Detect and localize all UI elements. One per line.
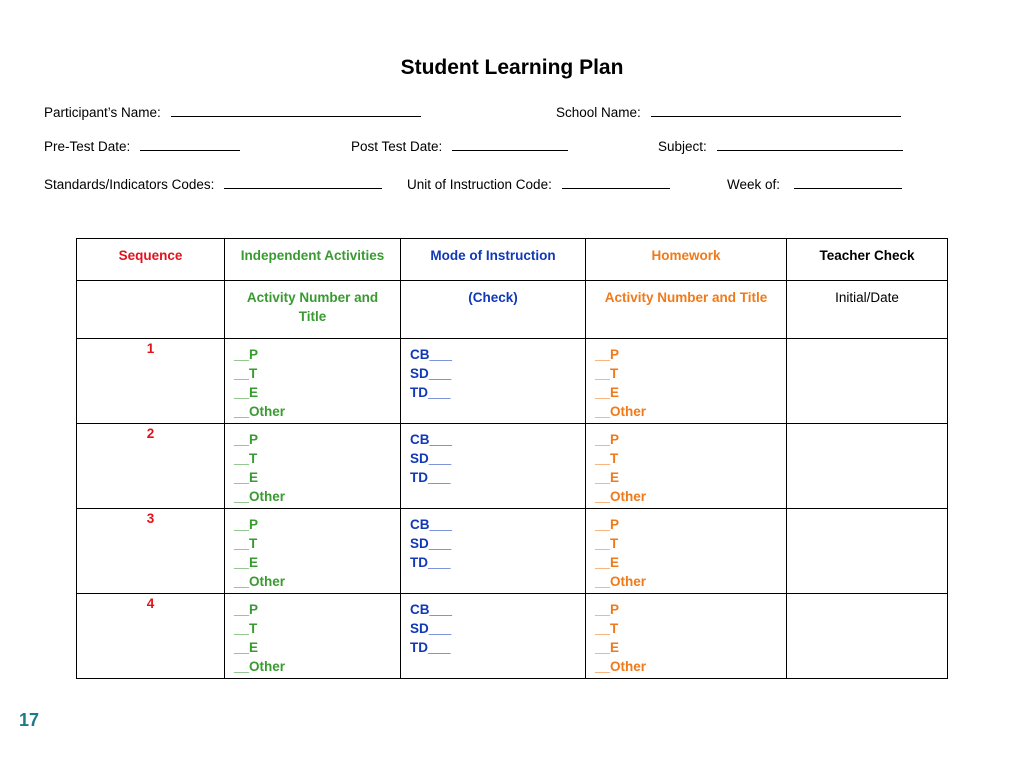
list-item[interactable]: __E: [595, 385, 620, 400]
subheader-independent-activities: Activity Number and Title: [225, 281, 401, 339]
post-test-date-label: Post Test Date:: [351, 139, 443, 154]
list-item[interactable]: __E: [234, 640, 259, 655]
list-item[interactable]: __E: [234, 555, 259, 570]
list-item[interactable]: __Other: [234, 574, 286, 589]
list-item[interactable]: __E: [595, 470, 620, 485]
list-item[interactable]: TD___: [410, 640, 451, 655]
list-item[interactable]: TD___: [410, 470, 451, 485]
list-item[interactable]: __Other: [595, 574, 647, 589]
sequence-cell: 1: [77, 339, 225, 424]
list-item[interactable]: __P: [234, 347, 259, 362]
list-item[interactable]: TD___: [410, 555, 451, 570]
pre-test-date-input[interactable]: [140, 137, 240, 151]
list-item[interactable]: __Other: [234, 489, 286, 504]
independent-activities-cell: [225, 424, 401, 509]
school-name-label: School Name:: [556, 105, 641, 120]
subheader-homework: Activity Number and Title: [586, 281, 787, 339]
list-item[interactable]: __E: [234, 385, 259, 400]
independent-activities-cell: [225, 339, 401, 424]
teacher-check-cell[interactable]: [787, 509, 948, 594]
page-number: 17: [19, 710, 40, 730]
homework-cell: [586, 339, 787, 424]
list-item[interactable]: __E: [595, 555, 620, 570]
mode-of-instruction-cell: [401, 594, 586, 679]
table-row: [77, 424, 948, 509]
subheader-teacher-check: Initial/Date: [787, 281, 948, 339]
table-subheader-row: [77, 281, 948, 339]
list-item[interactable]: __T: [595, 366, 619, 381]
list-item[interactable]: TD___: [410, 385, 451, 400]
list-item[interactable]: __P: [234, 602, 259, 617]
list-item[interactable]: __E: [234, 470, 259, 485]
list-item[interactable]: __T: [234, 366, 258, 381]
list-item[interactable]: __P: [595, 432, 620, 447]
list-item[interactable]: CB___: [410, 432, 453, 447]
post-test-date-input[interactable]: [452, 137, 568, 151]
sequence-cell: 3: [77, 509, 225, 594]
subheader-mode-of-instruction: (Check): [401, 281, 586, 339]
standards-codes-input[interactable]: [224, 175, 342, 189]
school-name-input[interactable]: [651, 103, 901, 117]
list-item[interactable]: __P: [234, 432, 259, 447]
subject-label: Subject:: [658, 139, 707, 154]
school-name-field: [556, 103, 901, 122]
mode-of-instruction-cell: [401, 339, 586, 424]
subject-input[interactable]: [717, 137, 903, 151]
header-homework: Homework: [586, 239, 787, 281]
post-test-date-field: [351, 137, 568, 156]
header-sequence: Sequence: [77, 239, 225, 281]
list-item[interactable]: __Other: [595, 489, 647, 504]
header-independent-activities: Independent Activities: [225, 239, 401, 281]
table-row: [77, 509, 948, 594]
table-row: [77, 339, 948, 424]
list-item[interactable]: SD___: [410, 366, 452, 381]
table-header-row: [77, 239, 948, 281]
mode-of-instruction-cell: [401, 509, 586, 594]
list-item[interactable]: __E: [595, 640, 620, 655]
subject-field: [658, 137, 903, 156]
unit-code-field: [407, 175, 670, 194]
list-item[interactable]: __T: [595, 451, 619, 466]
list-item[interactable]: SD___: [410, 621, 452, 636]
list-item[interactable]: SD___: [410, 536, 452, 551]
week-of-input[interactable]: [794, 175, 902, 189]
unit-code-label: Unit of Instruction Code:: [407, 177, 552, 192]
week-of-label: Week of:: [727, 177, 781, 192]
list-item[interactable]: __P: [595, 602, 620, 617]
standards-codes-input-extension: [342, 175, 382, 189]
pre-test-date-label: Pre-Test Date:: [44, 139, 131, 154]
subheader-sequence: [77, 281, 225, 339]
list-item[interactable]: __Other: [595, 404, 647, 419]
list-item[interactable]: __Other: [234, 659, 286, 674]
unit-code-input[interactable]: [562, 175, 670, 189]
list-item[interactable]: __T: [234, 451, 258, 466]
list-item[interactable]: CB___: [410, 602, 453, 617]
teacher-check-cell[interactable]: [787, 339, 948, 424]
homework-cell: [586, 594, 787, 679]
list-item[interactable]: CB___: [410, 347, 453, 362]
mode-of-instruction-cell: [401, 424, 586, 509]
list-item[interactable]: __P: [595, 347, 620, 362]
independent-activities-cell: [225, 594, 401, 679]
sequence-cell: 2: [77, 424, 225, 509]
participant-name-input[interactable]: [171, 103, 421, 117]
teacher-check-cell[interactable]: [787, 424, 948, 509]
header-mode-of-instruction: Mode of Instruction: [401, 239, 586, 281]
list-item[interactable]: __P: [234, 517, 259, 532]
standards-codes-field: [44, 175, 382, 194]
list-item[interactable]: __T: [234, 536, 258, 551]
learning-plan-table: [76, 238, 948, 679]
page-title: Student Learning Plan: [400, 56, 624, 79]
sequence-cell: 4: [77, 594, 225, 679]
week-of-field: [727, 175, 902, 194]
list-item[interactable]: __Other: [234, 404, 286, 419]
list-item[interactable]: __T: [595, 621, 619, 636]
independent-activities-cell: [225, 509, 401, 594]
standards-codes-label: Standards/Indicators Codes:: [44, 177, 215, 192]
table-row: [77, 594, 948, 679]
participant-name-field: [44, 103, 421, 122]
homework-cell: [586, 424, 787, 509]
header-teacher-check: Teacher Check: [787, 239, 948, 281]
list-item[interactable]: __T: [595, 536, 619, 551]
list-item[interactable]: __T: [234, 621, 258, 636]
list-item[interactable]: __P: [595, 517, 620, 532]
pre-test-date-field: [44, 137, 240, 156]
homework-cell: [586, 509, 787, 594]
teacher-check-cell[interactable]: [787, 594, 948, 679]
list-item[interactable]: CB___: [410, 517, 453, 532]
list-item[interactable]: SD___: [410, 451, 452, 466]
participant-name-label: Participant’s Name:: [44, 105, 161, 120]
list-item[interactable]: __Other: [595, 659, 647, 674]
